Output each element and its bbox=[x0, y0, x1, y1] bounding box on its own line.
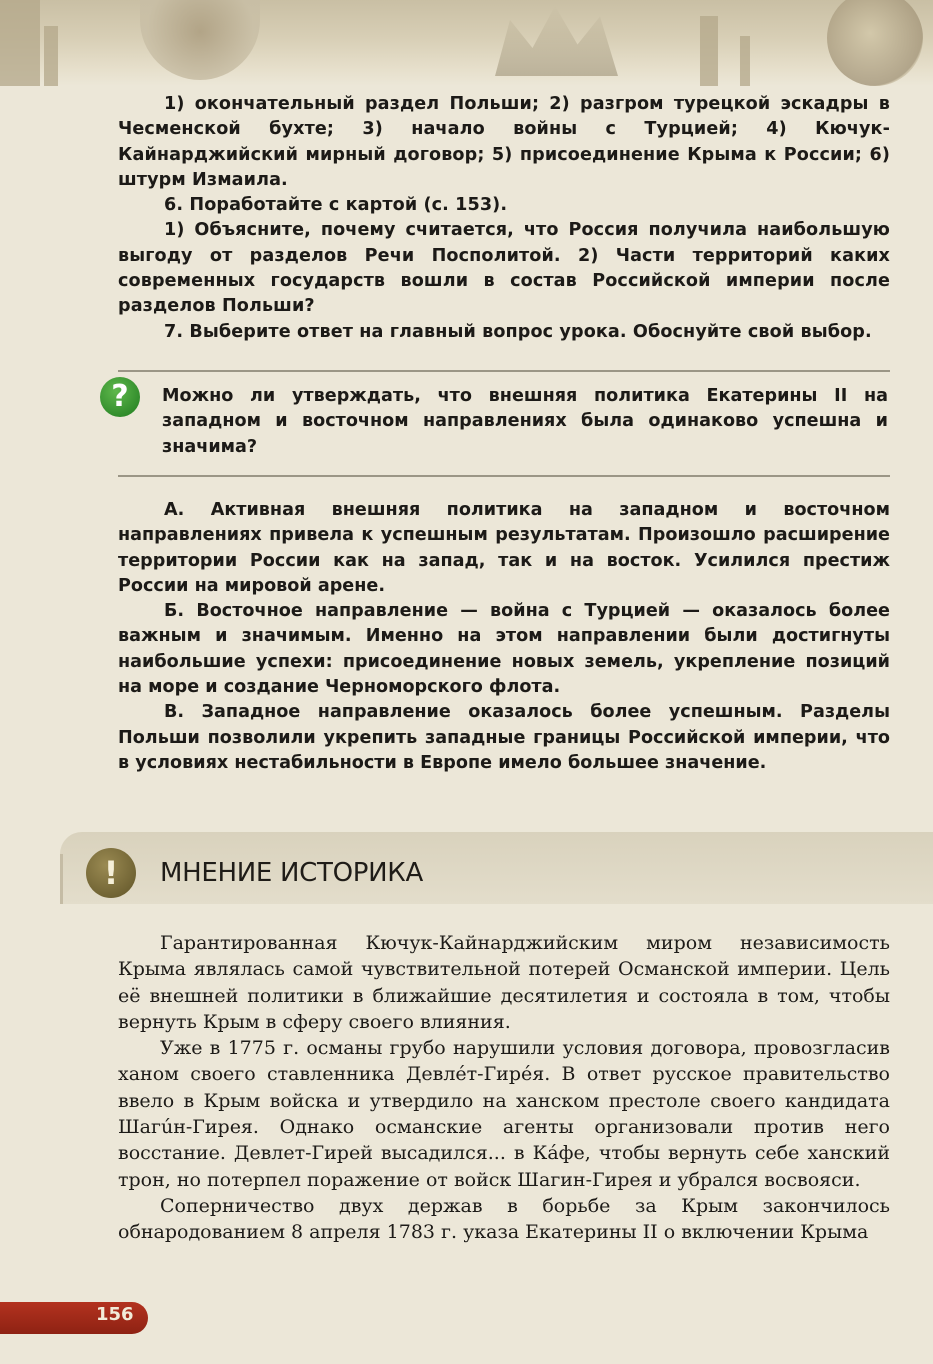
answer-b bbox=[118, 599, 890, 700]
answer-options bbox=[118, 498, 890, 776]
task-6-number: 6. bbox=[164, 195, 184, 216]
task-7 bbox=[118, 320, 890, 345]
coin-illustration bbox=[827, 0, 923, 86]
header-illustration bbox=[0, 0, 933, 86]
opinion-paragraph: Гарантированная Кючук-Кайнарджийским миром независимость Крыма являлась самой чувствительной потерей Османской империи. Цель её внешней политики в ближайшие десятилетия и состояла в том, чтобы вернуть Крым в сферу своего влияния. bbox=[118, 932, 890, 1033]
answer-text: Западное направление оказалось более успешным. Разделы Польши позволили укрепить западные границы Российской империи, что в условиях нестабильности в Европе имело большее значение. bbox=[118, 702, 890, 773]
ship-illustration bbox=[480, 6, 630, 76]
opinion-paragraph: Уже в 1775 г. османы грубо нарушили условия договора, провозгласив ханом своего ставленника Девлéт-Гирéя. В ответ русское правительство ввело в Крым войска и утвердило на ханском престоле своего кандидата Шагúн-Гирея. Однако османские агенты организовали против него восстание. Девлет-Гирей высадился... в Кáфе, чтобы вернуть себе ханский трон, но потерпел поражение от войск Шагин-Гирея и убрался восвояси. bbox=[118, 1037, 890, 1191]
historian-opinion-text bbox=[118, 930, 890, 1246]
answer-a bbox=[118, 498, 890, 599]
task-5-continuation: 1) окончательный раздел Польши; 2) разгром турецкой эскадры в Чесменской бухте; 3) начало войны с Турцией; 4) Кючук-Кайнарджийский мирный договор; 5) присоединение Крыма к России; 6) штурм Измаила. bbox=[118, 94, 890, 190]
answer-c bbox=[118, 700, 890, 776]
task-6-body: 1) Объясните, почему считается, что Россия получила наибольшую выгоду от разделов Речи Посполитой. 2) Части территорий каких современных государств вошли в состав Российской империи после разделов Польши? bbox=[118, 220, 890, 317]
portrait-illustration bbox=[140, 0, 260, 80]
task-7-title: Выберите ответ на главный вопрос урока. Обоснуйте свой выбор. bbox=[189, 321, 872, 342]
historian-opinion-title: МНЕНИЕ ИСТОРИКА bbox=[160, 858, 423, 888]
answer-text: Активная внешняя политика на западном и восточном направлениях привела к успешным результатам. Произошло расширение территории России как на запад, так и на восток. Усилился престиж России на мировой арене. bbox=[118, 500, 890, 596]
page-number: 156 bbox=[96, 1304, 134, 1325]
main-question-text: Можно ли утверждать, что внешняя политика Екатерины II на западном и восточном направлениях была одинаково успешна и значима? bbox=[162, 386, 888, 457]
task-6-title: Поработайте с картой (с. 153). bbox=[189, 195, 508, 216]
task-6-heading bbox=[118, 193, 890, 218]
exclamation-icon: ! bbox=[86, 848, 136, 898]
answer-letter: Б. bbox=[164, 601, 185, 622]
answer-text: Восточное направление — война с Турцией — оказалось более важным и значимым. Именно на этом направлении были достигнуты наибольшие успехи: присоединение новых земель, укрепление позиций на море и создание Черноморского флота. bbox=[118, 601, 890, 698]
task-7-number: 7. bbox=[164, 321, 184, 342]
opinion-paragraph: Соперничество двух держав в борьбе за Крым закончилось обнародованием 8 апреля 1783 г. указа Екатерины II о включении Крыма bbox=[118, 1194, 890, 1244]
tasks-section bbox=[118, 92, 890, 345]
question-mark-icon: ? bbox=[100, 377, 140, 417]
answer-letter: А. bbox=[164, 500, 185, 520]
answer-letter: В. bbox=[164, 702, 185, 723]
